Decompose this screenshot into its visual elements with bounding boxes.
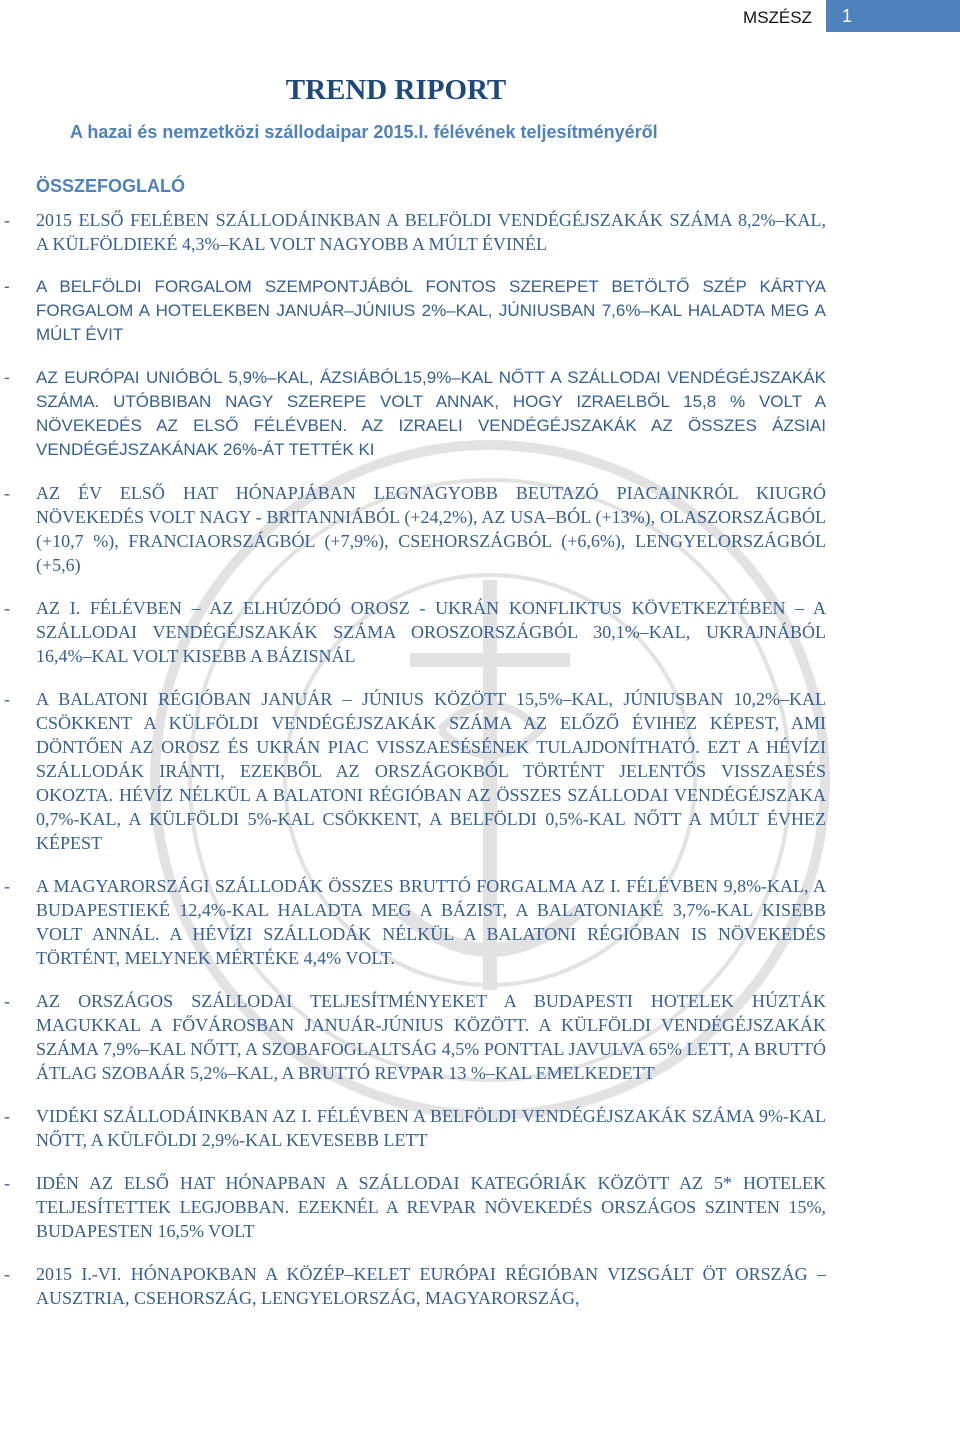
- document-subtitle: A hazai és nemzetközi szállodaipar 2015.I. félévének teljesítményéről: [70, 122, 658, 142]
- bullet-text: IDÉN AZ ELSŐ HAT HÓNAPBAN A SZÁLLODAI KATEGÓRIÁK KÖZÖTT AZ 5* HOTELEK TELJESÍTETTEK LEGJOBBAN. EZEKNÉL A REVPAR NÖVEKEDÉS ORSZÁGOS SZINTEN 15%, BUDAPESTEN 16,5% VOLT: [36, 1173, 826, 1241]
- bullet-text: 2015 I.-VI. HÓNAPOKBAN A KÖZÉP–KELET EURÓPAI RÉGIÓBAN VIZSGÁLT ÖT ORSZÁG – AUSZTRIA, CSEHORSZÁG, LENGYELORSZÁG, MAGYARORSZÁG,: [36, 1264, 826, 1308]
- bullet-item: [0, 366, 826, 462]
- bullet-text: AZ ORSZÁGOS SZÁLLODAI TELJESÍTMÉNYEKET A BUDAPESTI HOTELEK HÚZTÁK MAGUKKAL A FŐVÁROSBAN JANUÁR-JÚNIUS KÖZÖTT. A KÜLFÖLDI VENDÉGÉJSZAKÁK SZÁMA 7,9%–KAL NŐTT, A SZOBAFOGLALTSÁG 4,5% PONTTAL JAVULVA 65% LETT, A BRUTTÓ ÁTLAG SZOBAÁR 5,2%–KAL, A BRUTTÓ REVPAR 13 %–KAL EMELKEDETT: [36, 991, 826, 1083]
- bullet-dash: -: [4, 598, 10, 618]
- bullet-item: [0, 275, 826, 347]
- summary-heading: ÖSSZEFOGLALÓ: [36, 176, 186, 196]
- bullet-text: 2015 ELSŐ FELÉBEN SZÁLLODÁINKBAN A BELFÖLDI VENDÉGÉJSZAKÁK SZÁMA 8,2%–KAL, A KÜLFÖLDIEKÉ 4,3%–KAL VOLT NAGYOBB A MÚLT ÉVINÉL: [36, 210, 826, 254]
- bullet-item: [0, 1171, 826, 1243]
- bullet-item: [0, 596, 826, 668]
- bullet-text: AZ ÉV ELSŐ HAT HÓNAPJÁBAN LEGNAGYOBB BEUTAZÓ PIACAINKRÓL KIUGRÓ NÖVEKEDÉS VOLT NAGY - BRITANNIÁBÓL (+24,2%), AZ USA–BÓL (+13%), OLASZORSZÁGBÓL (+10,7 %), FRANCIAORSZÁGBÓL (+7,9%), CSEHORSZÁGBÓL (+6,6%), LENGYELORSZÁGBÓL (+5,6): [36, 483, 826, 575]
- document-title: TREND RIPORT: [285, 74, 507, 106]
- bullet-item: [0, 1104, 826, 1152]
- bullet-item: [0, 687, 826, 855]
- bullet-text: AZ I. FÉLÉVBEN – AZ ELHÚZÓDÓ OROSZ - UKRÁN KONFLIKTUS KÖVETKEZTÉBEN – A SZÁLLODAI VENDÉGÉJSZAKÁK SZÁMA OROSZORSZÁGBÓL 30,1%–KAL, UKRAJNÁBÓL 16,4%–KAL VOLT KISEBB A BÁZISNÁL: [36, 598, 826, 666]
- bullet-dash: -: [4, 689, 10, 709]
- summary-bullet-list: [0, 208, 960, 1329]
- bullet-dash: -: [4, 876, 10, 896]
- page-header: [0, 0, 960, 34]
- bullet-dash: -: [4, 991, 10, 1011]
- bullet-dash: -: [4, 277, 10, 296]
- bullet-dash: -: [4, 1264, 10, 1284]
- bullet-text: A MAGYARORSZÁGI SZÁLLODÁK ÖSSZES BRUTTÓ FORGALMA AZ I. FÉLÉVBEN 9,8%-KAL, A BUDAPESTIEKÉ 12,4%-KAL HALADTA MEG A BÁZIST, A BALATONIAKÉ 3,7%-KAL KISEBB VOLT ANNÁL. A HÉVÍZI SZÁLLODÁK NÉLKÜL A BALATONI RÉGIÓBAN IS NÖVEKEDÉS TÖRTÉNT, MELYNEK MÉRTÉKE 4,4% VOLT.: [36, 876, 826, 968]
- bullet-item: [0, 481, 826, 577]
- bullet-dash: -: [4, 210, 10, 230]
- bullet-dash: -: [4, 483, 10, 503]
- bullet-text: AZ EURÓPAI UNIÓBÓL 5,9%–KAL, ÁZSIÁBÓL15,9%–KAL NŐTT A SZÁLLODAI VENDÉGÉJSZAKÁK SZÁMA. UTÓBBIBAN NAGY SZEREPE VOLT ANNAK, HOGY IZRAELBŐL 15,8 % VOLT A NÖVEKEDÉS AZ ELSŐ FÉLÉVBEN. AZ IZRAELI VENDÉGÉJSZAKÁK AZ ÖSSZES ÁZSIAI VENDÉGÉJSZAKÁNAK 26%-ÁT TETTÉK KI: [36, 368, 826, 459]
- header-org-name: MSZÉSZ: [743, 8, 812, 27]
- bullet-dash: -: [4, 1173, 10, 1193]
- bullet-item: [0, 874, 826, 970]
- bullet-text: A BELFÖLDI FORGALOM SZEMPONTJÁBÓL FONTOS SZEREPET BETÖLTŐ SZÉP KÁRTYA FORGALOM A HOTELEKBEN JANUÁR–JÚNIUS 2%–KAL, JÚNIUSBAN 7,6%–KAL HALADTA MEG A MÚLT ÉVIT: [36, 277, 826, 344]
- page-number: 1: [842, 6, 853, 26]
- bullet-dash: -: [4, 1106, 10, 1126]
- bullet-item: [0, 1262, 826, 1310]
- bullet-item: [0, 989, 826, 1085]
- bullet-text: A BALATONI RÉGIÓBAN JANUÁR – JÚNIUS KÖZÖTT 15,5%–KAL, JÚNIUSBAN 10,2%–KAL CSÖKKENT A KÜLFÖLDI VENDÉGÉJSZAKÁK SZÁMA AZ ELŐZŐ ÉVIHEZ KÉPEST, AMI DÖNTŐEN AZ OROSZ ÉS UKRÁN PIAC VISSZAESÉSÉNEK TULAJDONÍTHATÓ. EZT A HÉVÍZI SZÁLLODÁK IRÁNTI, EZEKBŐL AZ ORSZÁGOKBÓL TÖRTÉNT JELENTŐS VISSZAESÉS OKOZTA. HÉVÍZ NÉLKÜL A BALATONI RÉGIÓBAN AZ ÖSSZES SZÁLLODAI VENDÉGÉJSZAKA 0,7%-KAL, A KÜLFÖLDI 5%-KAL CSÖKKENT, A BELFÖLDI 0,5%-KAL NŐTT A MÚLT ÉVHEZ KÉPEST: [36, 689, 826, 853]
- bullet-dash: -: [4, 368, 10, 387]
- page-number-box: [826, 0, 960, 32]
- bullet-text: VIDÉKI SZÁLLODÁINKBAN AZ I. FÉLÉVBEN A BELFÖLDI VENDÉGÉJSZAKÁK SZÁMA 9%-KAL NŐTT, A KÜLFÖLDI 2,9%-KAL KEVESEBB LETT: [36, 1106, 826, 1150]
- bullet-item: [0, 208, 826, 256]
